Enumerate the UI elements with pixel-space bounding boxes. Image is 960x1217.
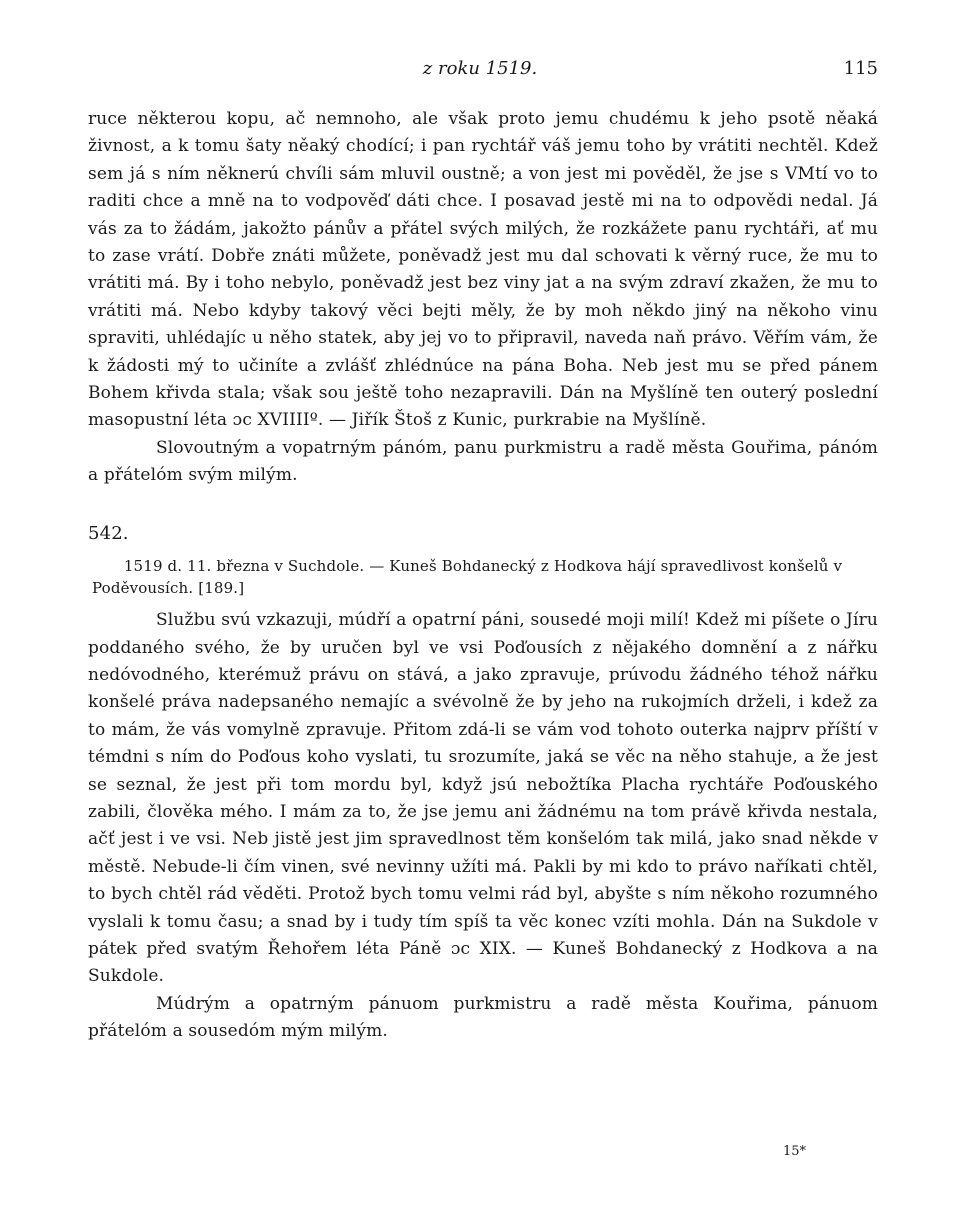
page-number: 115: [843, 58, 878, 79]
document-number: 542.: [88, 522, 129, 544]
address-paragraph: Múdrým a opatrným pánuom purkmistru a radě města Kouřima, pánuom přátelóm a sousedóm mým milým.: [88, 993, 878, 1042]
signature-mark: 15*: [782, 1144, 806, 1159]
body-text: [88, 106, 878, 1046]
document-regest: 1519 d. 11. března v Suchdole. — Kuneš Bohdanecký z Hodkova hájí spravedlivost konšelů v Poděvousích. [189.]: [92, 557, 843, 598]
running-title: z roku 1519.: [422, 58, 538, 79]
running-head: [0, 58, 960, 88]
continuation-paragraph: ruce některou kopu, ač nemnoho, ale však proto jemu chudému k jeho psotě něaká živnost, a k tomu šaty něaký chodící; i pan rychtář váš jemu toho by vrátiti nechtěl. Kdež sem já s ním něknerú chvíli sám mluvil oustně; a von jest mi pověděl, že jse s VMtí vo to raditi chce a mně na to vodpověď dáti chce. I posavad jestě mi na to odpovědi nedal. Já vás za to žádám, jakožto pánův a přátel svých milých, že rozkážete panu rychtáři, ať mu to zase vrátí. Dobře znáti můžete, poněvadž jest mu dal schovati k věrný ruce, že mu to vrátiti má. By i toho nebylo, poněvadž jest bez viny jat a na svým zdraví zkažen, že mu to vrátiti má. Nebo kdyby takový věci bejti měly, že by moh někdo jiný na někoho vinu spraviti, uhlédajíc u něho statek, aby jej vo to připravil, naveda naň právo. Věřím vám, že k žádosti mý to učiníte a zvlášť zhlédnúce na pána Boha. Neb jest mu se před pánem Bohem křivda stala; však sou ještě toho nezapravili. Dán na Myšlíně ten outerý poslední masopustní léta ɔc XVIIIIº. — Jiřík Štoš z Kunic, purkrabie na Myšlíně.: [88, 109, 878, 431]
letter-paragraph: Službu svú vzkazuji, múdří a opatrní páni, sousedé moji milí! Kdež mi píšete o Jíru poddaného svého, že by uručen byl ve vsi Poďousích z nějakého domnění a z nářku nedóvodného, kterémuž právu on stává, a jako zpravuje, prúvodu žádného téhož nářku konšelé práva nadepsaného nemajíc a svévolně že by jeho na rukojmích drželi, i kdež za to mám, že vás vomylně zpravuje. Přitom zdá-li se vám vod tohoto outerka najprv příští v témdni s ním do Poďous koho vyslati, tu srozumíte, jaká se věc na něho stahuje, a že jest se seznal, že jest při tom mordu byl, když jsú nebožtíka Placha rychtáře Poďouského zabili, člověka mého. I mám za to, že jse jemu ani žádnému na tom právě křivda nestala, ačť jest i ve vsi. Neb jistě jest jim spravedlnost těm konšelóm tak milá, jako snad někde v městě. Nebude-li čím vinen, své nevinny užíti má. Pakli by mi kdo to právo naříkati chtěl, to bych chtěl rád věděti. Protož bych tomu velmi rád byl, abyšte s ním někoho rozumného vyslali k tomu času; a snad by i tudy tím spíš ta věc konec vzíti mohla. Dán na Sukdole v pátek před svatým Řehořem léta Páně ɔc XIX. — Kuneš Bohdanecký z Hodkova a na Sukdole.: [88, 610, 878, 987]
address-paragraph: Slovoutným a vopatrným pánóm, panu purkmistru a radě města Gouřima, pánóm a přátelóm svým milým.: [88, 437, 878, 486]
